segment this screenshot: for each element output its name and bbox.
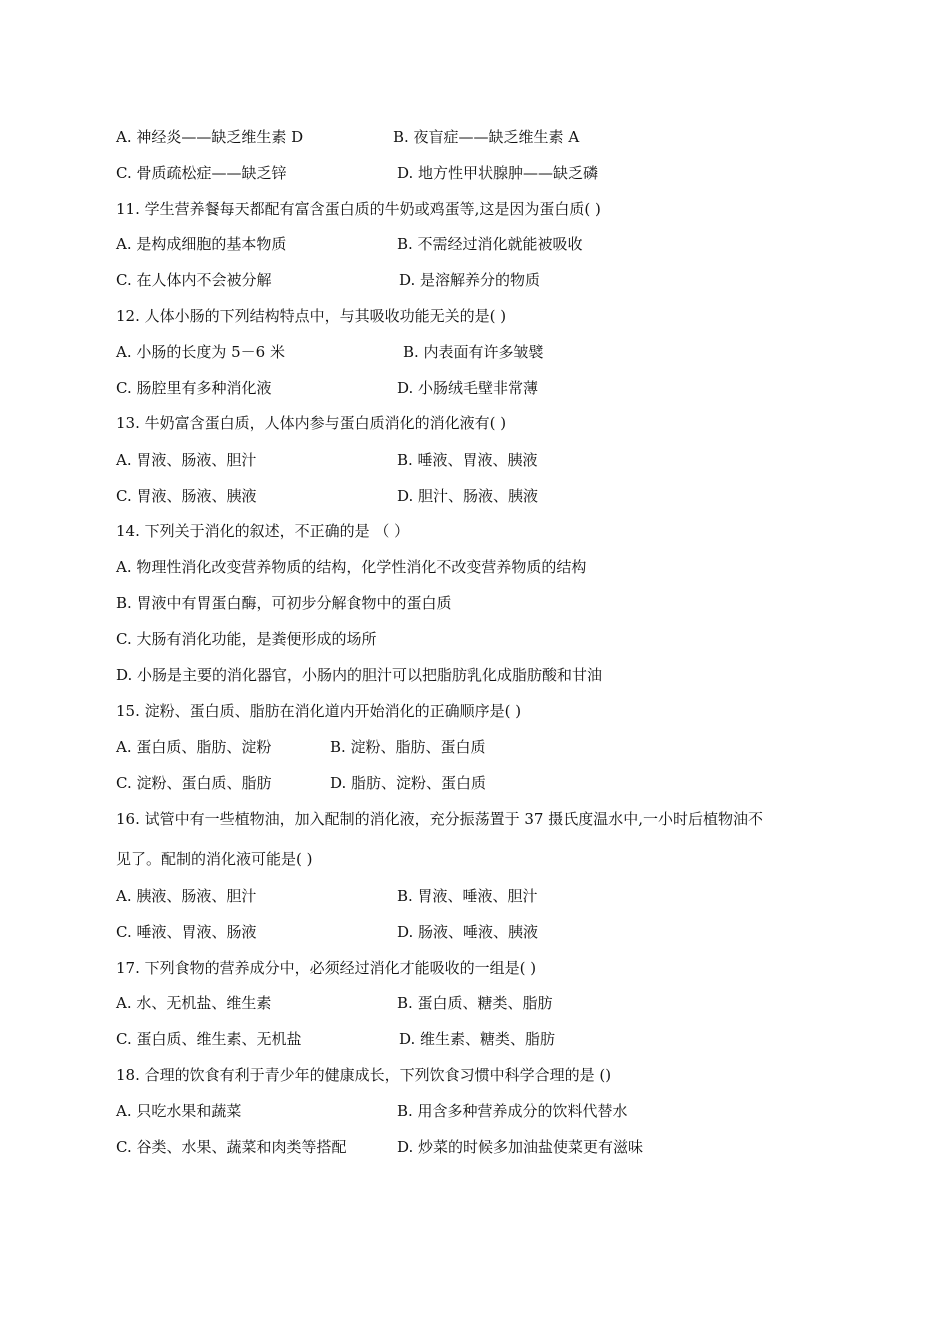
q13-option-b: B. 唾液、胃液、胰液 (397, 451, 538, 469)
q15-option-c: C. 淀粉、蛋白质、脂肪 (116, 774, 272, 792)
q16-option-d: D. 肠液、唾液、胰液 (397, 923, 539, 941)
q10-option-d: D. 地方性甲状腺肿——缺乏磷 (397, 164, 599, 182)
q18-stem: 18. 合理的饮食有利于青少年的健康成长，下列饮食习惯中科学合理的是 () (116, 1066, 612, 1084)
q17-option-d: D. 维生素、糖类、脂肪 (399, 1030, 556, 1048)
q11-option-c: C. 在人体内不会被分解 (116, 271, 272, 289)
q11-option-b: B. 不需经过消化就能被吸收 (397, 235, 583, 253)
q18-option-d: D. 炒菜的时候多加油盐使菜更有滋味 (397, 1138, 644, 1156)
q14-option-c: C. 大肠有消化功能，是粪便形成的场所 (116, 630, 377, 648)
q15-option-a: A. 蛋白质、脂肪、淀粉 (116, 738, 272, 756)
q15-option-d: D. 脂肪、淀粉、蛋白质 (330, 774, 487, 792)
q16-stem-line2: 见了。配制的消化液可能是( ) (116, 850, 313, 868)
q17-option-b: B. 蛋白质、糖类、脂肪 (397, 994, 553, 1012)
q17-option-a: A. 水、无机盐、维生素 (116, 994, 272, 1012)
q15-option-b: B. 淀粉、脂肪、蛋白质 (330, 738, 486, 756)
q18-option-c: C. 谷类、水果、蔬菜和肉类等搭配 (116, 1138, 347, 1156)
q10-option-a: A. 神经炎——缺乏维生素 D (116, 128, 304, 146)
q18-option-a: A. 只吃水果和蔬菜 (116, 1102, 242, 1120)
q11-option-d: D. 是溶解养分的物质 (399, 271, 541, 289)
q12-option-d: D. 小肠绒毛壁非常薄 (397, 379, 539, 397)
q14-option-d: D. 小肠是主要的消化器官，小肠内的胆汁可以把脂肪乳化成脂肪酸和甘油 (116, 666, 603, 684)
q12-option-a: A. 小肠的长度为 5－6 米 (116, 343, 285, 361)
q12-stem: 12. 人体小肠的下列结构特点中，与其吸收功能无关的是( ) (116, 307, 507, 325)
q13-option-d: D. 胆汁、肠液、胰液 (397, 487, 539, 505)
q13-stem: 13. 牛奶富含蛋白质，人体内参与蛋白质消化的消化液有( ) (116, 414, 507, 432)
q13-option-a: A. 胃液、肠液、胆汁 (116, 451, 257, 469)
q10-option-b: B. 夜盲症——缺乏维生素 A (393, 128, 580, 146)
q18-option-b: B. 用含多种营养成分的饮料代替水 (397, 1102, 628, 1120)
q14-stem: 14. 下列关于消化的叙述，不正确的是 （ ） (116, 522, 410, 540)
q11-stem: 11. 学生营养餐每天都配有富含蛋白质的牛奶或鸡蛋等,这是因为蛋白质( ) (116, 200, 601, 218)
q16-option-b: B. 胃液、唾液、胆汁 (397, 887, 538, 905)
q15-stem: 15. 淀粉、蛋白质、脂肪在消化道内开始消化的正确顺序是( ) (116, 702, 522, 720)
q17-stem: 17. 下列食物的营养成分中，必须经过消化才能吸收的一组是( ) (116, 959, 537, 977)
q16-option-a: A. 胰液、肠液、胆汁 (116, 887, 257, 905)
q12-option-b: B. 内表面有许多皱襞 (403, 343, 544, 361)
q17-option-c: C. 蛋白质、维生素、无机盐 (116, 1030, 302, 1048)
q14-option-b: B. 胃液中有胃蛋白酶，可初步分解食物中的蛋白质 (116, 594, 452, 612)
q14-option-a: A. 物理性消化改变营养物质的结构，化学性消化不改变营养物质的结构 (116, 558, 587, 576)
q16-stem-line1: 16. 试管中有一些植物油，加入配制的消化液，充分振荡置于 37 摄氏度温水中,一小时后植物油不 (116, 810, 764, 828)
q10-option-c: C. 骨质疏松症——缺乏锌 (116, 164, 287, 182)
q12-option-c: C. 肠腔里有多种消化液 (116, 379, 272, 397)
q16-option-c: C. 唾液、胃液、肠液 (116, 923, 257, 941)
q13-option-c: C. 胃液、肠液、胰液 (116, 487, 257, 505)
q11-option-a: A. 是构成细胞的基本物质 (116, 235, 287, 253)
